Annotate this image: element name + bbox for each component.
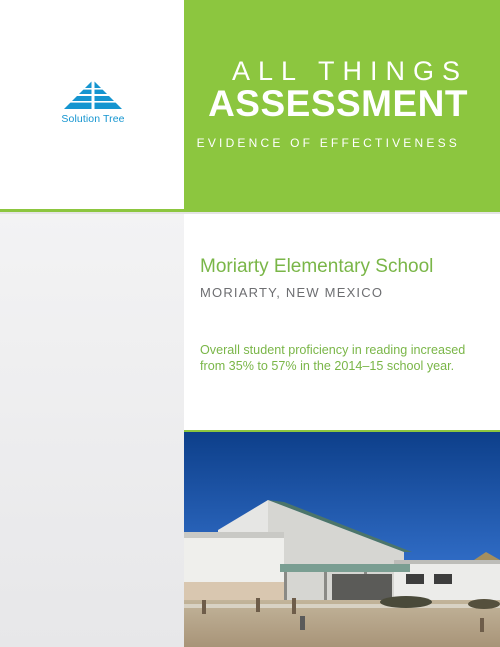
subtitle: EVIDENCE OF EFFECTIVENESS [196, 136, 460, 150]
result-statement: Overall student proficiency in reading increased from 35% to 57% in the 2014–15 school year. [200, 343, 466, 373]
school-building-photo [184, 432, 500, 647]
divider-shadow [0, 212, 500, 214]
logo-label: Solution Tree [61, 113, 125, 125]
school-location: MORIARTY, NEW MEXICO [200, 285, 384, 300]
title-banner [184, 0, 500, 210]
school-name: Moriarty Elementary School [200, 256, 434, 277]
left-gray-panel [0, 212, 184, 647]
title-line-1: ALL THINGS [231, 56, 468, 86]
tree-triangle-icon [64, 80, 122, 110]
solution-tree-logo [58, 80, 128, 125]
title-line-2: ASSESSMENT [208, 83, 468, 124]
